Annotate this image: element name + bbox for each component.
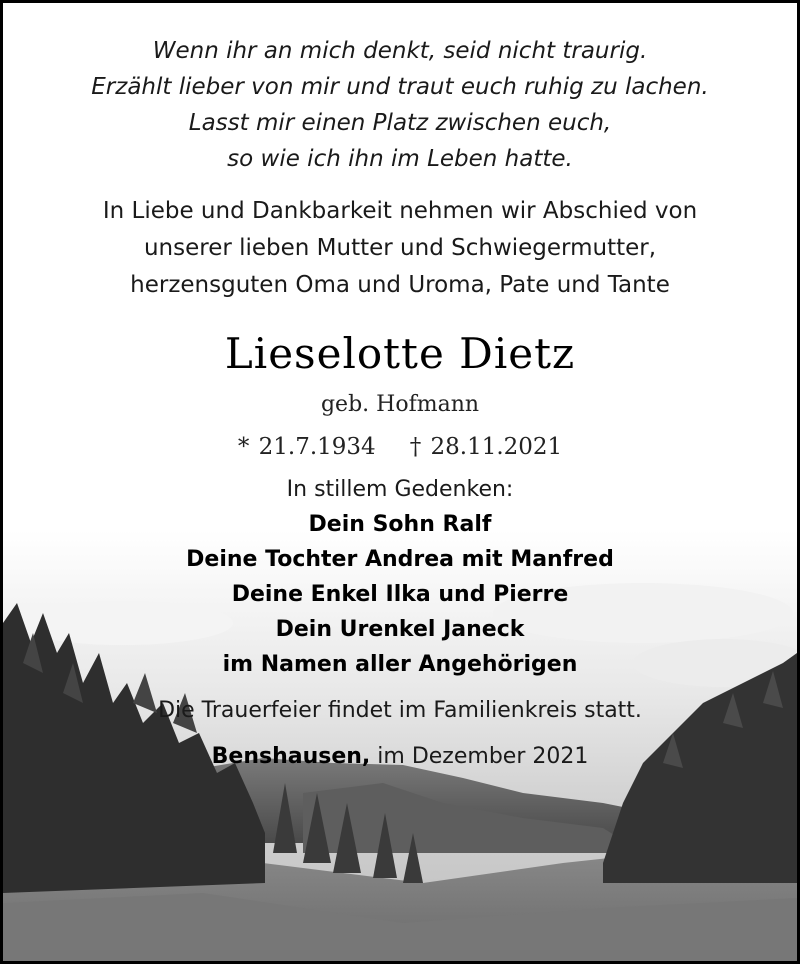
intro	[3, 193, 797, 304]
death-date: † 28.11.2021	[409, 434, 563, 460]
poem-line: Wenn ihr an mich denkt, seid nicht traurig.	[152, 38, 648, 64]
mourner: Dein Urenkel Janeck	[275, 617, 525, 642]
life-dates	[3, 430, 797, 464]
mourner: Dein Sohn Ralf	[308, 512, 492, 537]
mourner: im Namen aller Angehörigen	[222, 652, 578, 677]
mourner: Deine Tochter Andrea mit Manfred	[186, 547, 614, 572]
poem-line: Erzählt lieber von mir und traut euch ruhig zu lachen.	[91, 74, 709, 100]
poem	[3, 33, 797, 177]
intro-line: In Liebe und Dankbarkeit nehmen wir Abschied von	[102, 198, 698, 224]
ceremony-note: Die Trauerfeier findet im Familienkreis statt.	[158, 698, 642, 723]
intro-line: unserer lieben Mutter und Schwiegermutter,	[143, 235, 657, 261]
notice-text	[3, 3, 797, 774]
birth-date: * 21.7.1934	[237, 434, 376, 460]
mourners-heading: In stillem Gedenken:	[286, 477, 514, 502]
intro-line: herzensguten Oma und Uroma, Pate und Tante	[130, 272, 670, 298]
deceased-name: Lieselotte Dietz	[224, 329, 576, 378]
place-date: im Dezember 2021	[377, 744, 589, 769]
poem-line: Lasst mir einen Platz zwischen euch,	[188, 110, 612, 136]
mourner: Deine Enkel Ilka und Pierre	[231, 582, 569, 607]
place-town: Benshausen,	[211, 744, 371, 769]
mourners-list	[3, 507, 797, 682]
maiden-name: geb. Hofmann	[320, 392, 480, 417]
poem-line: so wie ich ihn im Leben hatte.	[227, 146, 573, 172]
place-and-date	[3, 740, 797, 774]
